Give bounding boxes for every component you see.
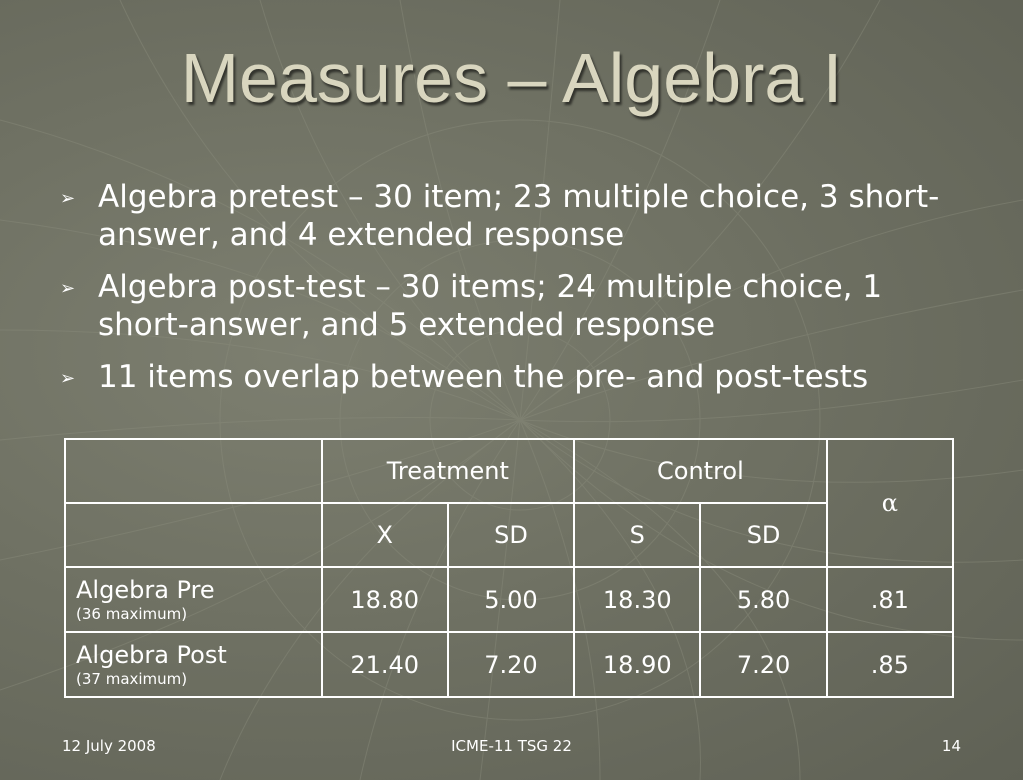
bullet-text: Algebra post-test – 30 items; 24 multiple choice, 1 short-answer, and 5 extended response [98,269,883,343]
row-label [65,567,322,632]
table-cell: 7.20 [700,632,826,697]
table-header-row [65,439,953,503]
arrow-bullet-icon: ➢ [60,188,76,209]
table-cell: 18.30 [574,567,700,632]
header-alpha: α [827,439,953,567]
table-cell: 18.80 [322,567,448,632]
row-label-sub: (37 maximum) [76,669,188,688]
bullet-item [58,178,958,254]
table-cell: 5.80 [700,567,826,632]
measures-table [64,438,954,698]
header-control: Control [574,439,827,503]
table-subheader-row [65,503,953,567]
bullet-item [58,268,958,344]
table-cell: 7.20 [448,632,574,697]
subheader-sd: SD [448,503,574,567]
bullet-text: 11 items overlap between the pre- and post-tests [98,359,869,395]
table-cell: 18.90 [574,632,700,697]
table-cell: 5.00 [448,567,574,632]
footer-page-number: 14 [941,737,961,755]
subheader-empty-cell [65,503,322,567]
header-empty-cell [65,439,322,503]
table-cell: .81 [827,567,953,632]
bullet-text: Algebra pretest – 30 item; 23 multiple choice, 3 short-answer, and 4 extended response [98,179,940,253]
bullet-list [58,178,958,410]
table-row [65,632,953,697]
row-label-main: Algebra Pre [76,575,215,604]
subheader-sd: SD [700,503,826,567]
header-treatment: Treatment [322,439,575,503]
row-label [65,632,322,697]
subheader-s: S [574,503,700,567]
table-cell: .85 [827,632,953,697]
slide-title: Measures – Algebra I [180,39,843,117]
arrow-bullet-icon: ➢ [60,278,76,299]
table-row [65,567,953,632]
footer-date: 12 July 2008 [62,737,156,755]
subheader-x: X [322,503,448,567]
footer-center: ICME-11 TSG 22 [451,737,572,755]
bullet-item [58,358,958,396]
arrow-bullet-icon: ➢ [60,368,76,389]
row-label-sub: (36 maximum) [76,604,188,623]
table-cell: 21.40 [322,632,448,697]
row-label-main: Algebra Post [76,640,227,669]
